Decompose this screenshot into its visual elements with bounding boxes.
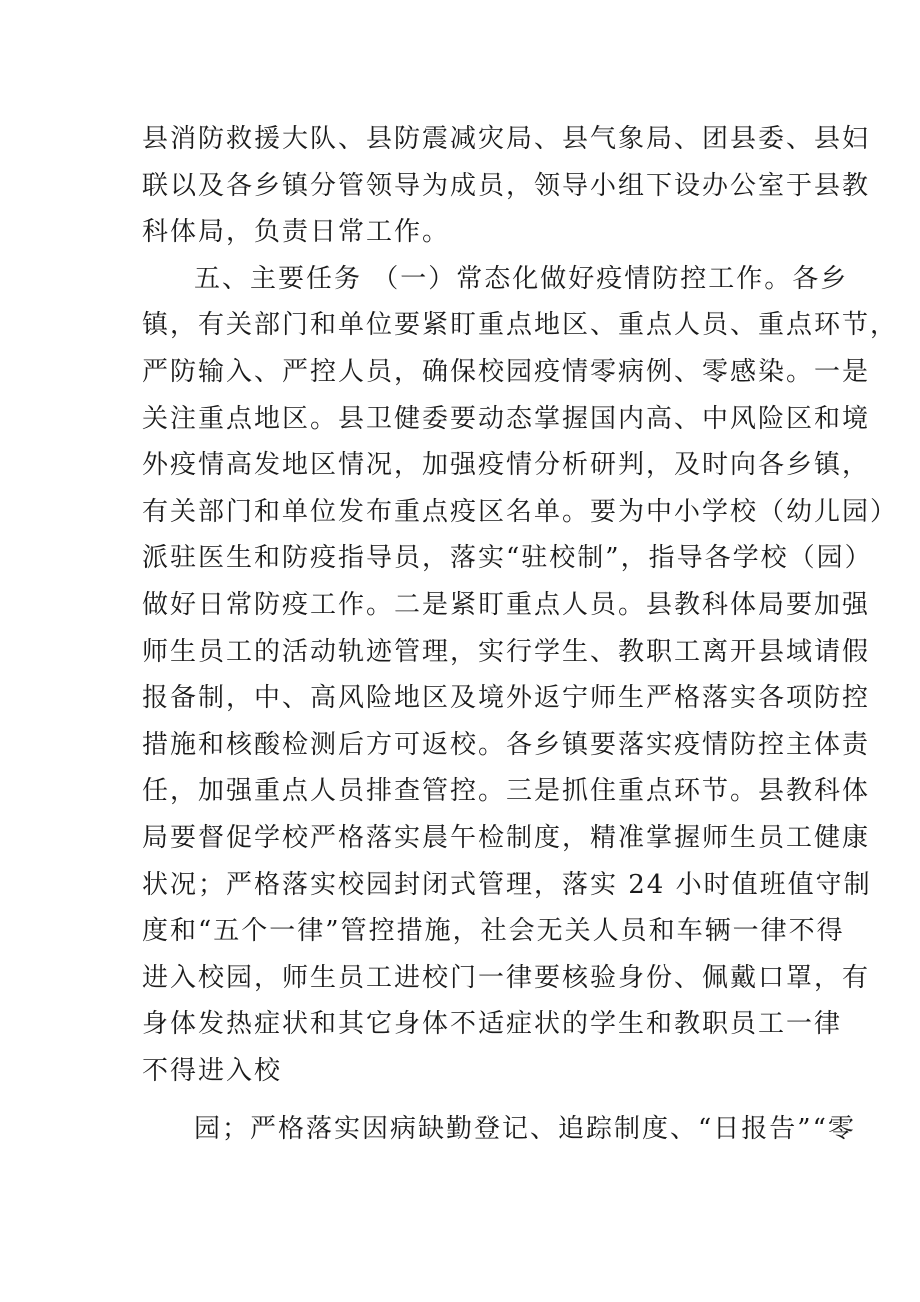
text-line: 有关部门和单位发布重点疫区名单。要为中小学校（幼儿园）: [142, 496, 899, 527]
text-line: 镇，有关部门和单位要紧盯重点地区、重点人员、重点环节，: [142, 310, 899, 341]
text-line: 措施和核酸检测后方可返校。各乡镇要落实疫情防控主体责: [142, 729, 871, 760]
document-body: [142, 116, 899, 1153]
text-line: 外疫情高发地区情况，加强疫情分析研判，及时向各乡镇，: [142, 450, 871, 481]
text-line: 任，加强重点人员排查管控。三是抓住重点环节。县教科体: [142, 776, 871, 807]
section-heading-line: 五、主要任务 （一）常态化做好疫情防控工作。各乡: [194, 263, 849, 294]
text-line: 师生员工的活动轨迹管理，实行学生、教职工离开县域请假: [142, 636, 871, 667]
text-line: 关注重点地区。县卫健委要动态掌握国内高、中风险区和境: [142, 403, 871, 434]
paragraph-gap: [142, 1094, 782, 1106]
text-line: 联以及各乡镇分管领导为成员，领导小组下设办公室于县教: [142, 170, 871, 201]
text-line: 状况；严格落实校园封闭式管理，落实 24 小时值班值守制: [142, 869, 872, 900]
text-line: 派驻医生和防疫指导员，落实“驻校制”，指导各学校（园）: [142, 543, 873, 574]
text-line: 做好日常防疫工作。二是紧盯重点人员。县教科体局要加强: [142, 589, 871, 620]
text-line: 园；严格落实因病缺勤登记、追踪制度、“日报告”“零: [194, 1114, 856, 1145]
text-line: 报备制，中、高风险地区及境外返宁师生严格落实各项防控: [142, 683, 871, 714]
text-line: 严防输入、严控人员，确保校园疫情零病例、零感染。一是: [142, 356, 871, 387]
text-line: 局要督促学校严格落实晨午检制度，精准掌握师生员工健康: [142, 822, 871, 853]
text-line: 科体局，负责日常工作。: [142, 217, 451, 248]
text-line: 县消防救援大队、县防震减灾局、县气象局、团县委、县妇: [142, 124, 871, 154]
text-line: 身体发热症状和其它身体不适症状的学生和教职员工一律: [142, 1009, 843, 1040]
text-line: 进入校园，师生员工进校门一律要核验身份、佩戴口罩，有: [142, 962, 871, 993]
text-line: 不得进入校: [142, 1055, 283, 1086]
text-line: 度和“五个一律”管控措施，社会无关人员和车辆一律不得: [142, 916, 845, 947]
